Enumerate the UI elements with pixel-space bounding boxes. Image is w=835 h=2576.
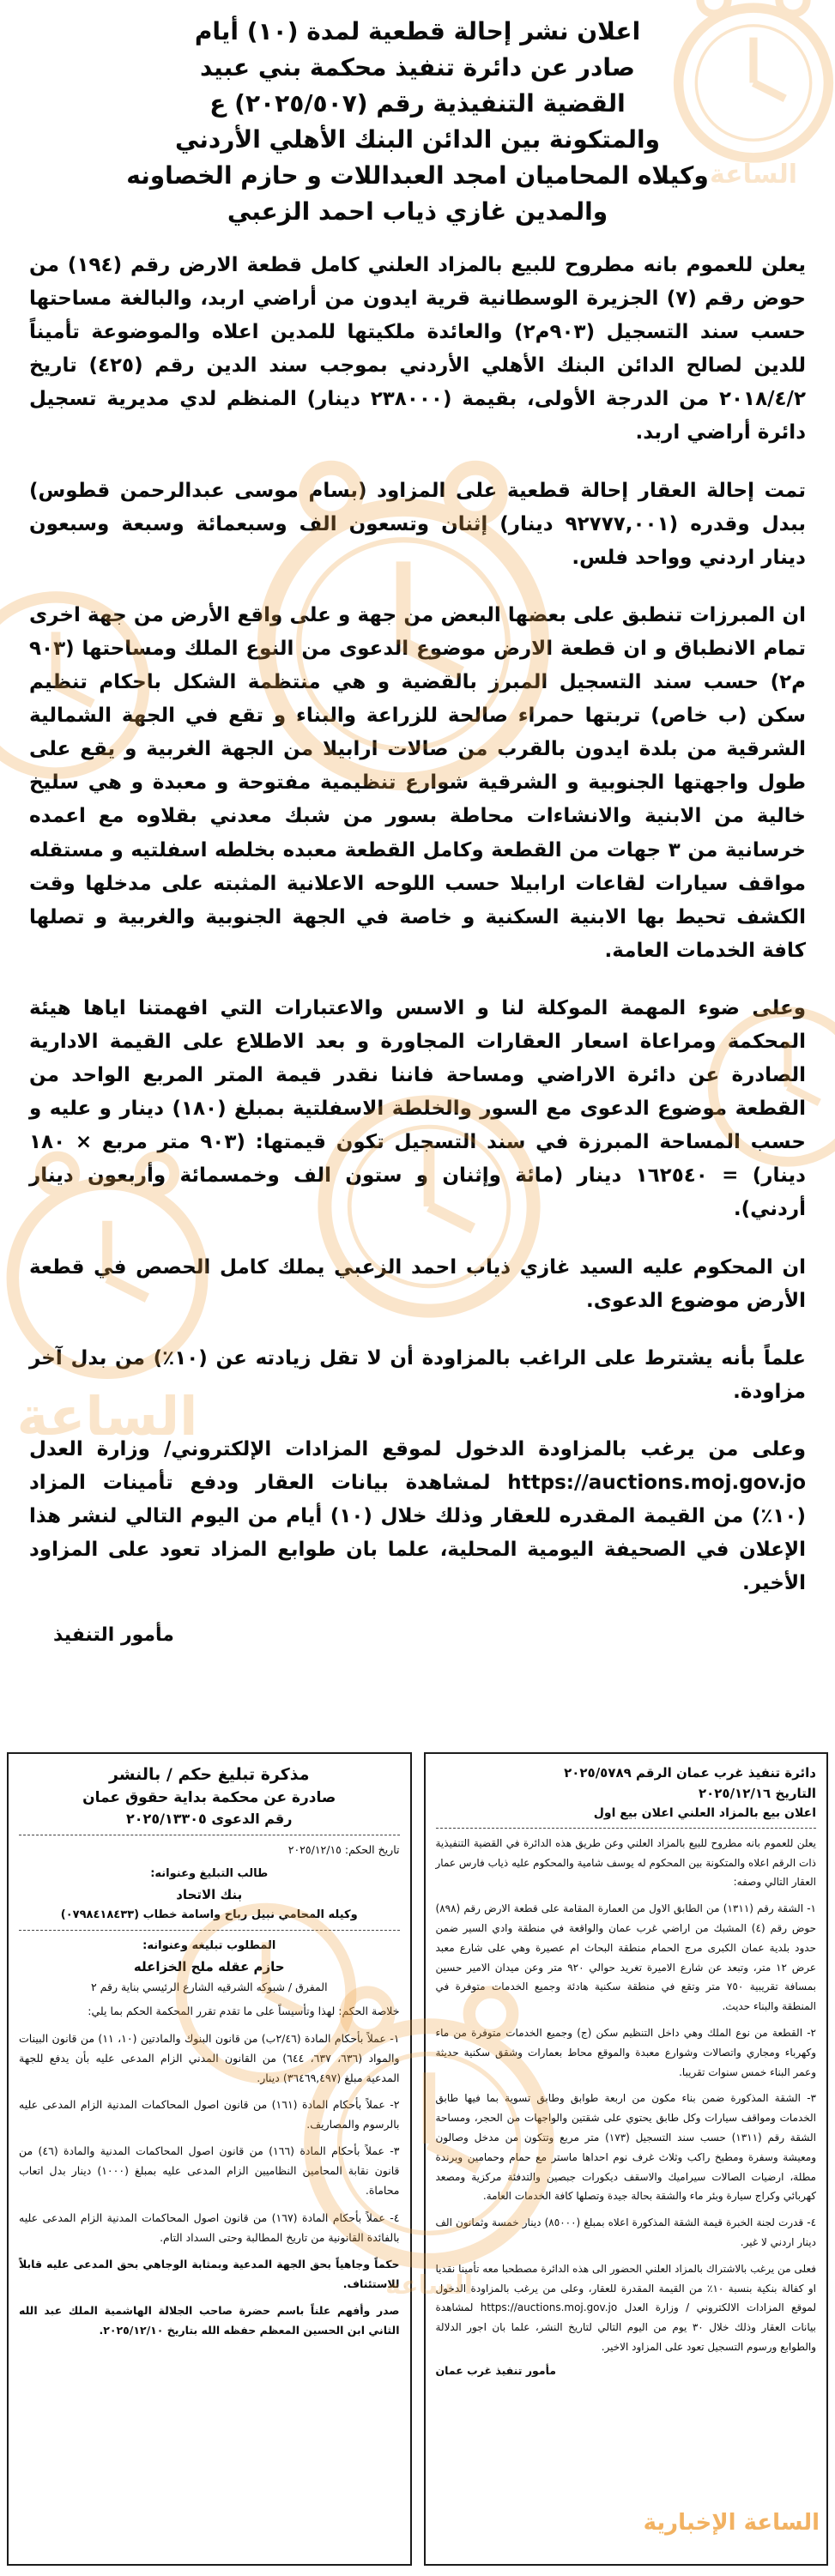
notified-label: المطلوب تبليغه وعنوانه: <box>142 1939 276 1953</box>
exec-notice-body <box>436 1834 817 2357</box>
notified-address: المفرق / شبوكه الشرقيه الشارع الرئيسي بناية رقم ٢ <box>90 1980 328 1994</box>
watermark-text: الساعة <box>16 1385 198 1448</box>
title-line: وكيلاه المحاميان امجد العبداللات و حازم الخصاونه <box>126 161 709 190</box>
judgment-notification-notice <box>7 1752 412 2566</box>
title-line: القضية التنفيذية رقم (٢٠٢٥/٥٠٧) ع <box>209 89 626 118</box>
west-amman-execution-notice <box>424 1752 829 2566</box>
judgment-issued: صدر وأفهم علناً باسم حضرة صاحب الجلالة الهاشمية الملك عبد الله الثاني ابن الحسين المعظم حفظه الله بتاريخ ٢٠٢٥/١٢/١٠. <box>19 2304 400 2337</box>
main-notice-title <box>29 14 806 230</box>
notice-paragraph-website <box>29 1433 806 1600</box>
auctions-site-link[interactable]: https://auctions.moj.gov.jo <box>480 2301 618 2314</box>
website-paragraph-before: وعلى من يرغب بالمزاودة الدخول لموقع المزادات الإلكتروني/ وزارة العدل <box>29 1437 806 1460</box>
judgment-date: تاريخ الحكم: ٢٠٢٥/١٢/١٥ <box>287 1843 400 1856</box>
exec-notice-date: التاريخ ٢٠٢٥/١٢/١٦ <box>698 1786 816 1801</box>
title-line: والمدين غازي ذياب احمد الزعبي <box>227 197 608 226</box>
title-line: اعلان نشر إحالة قطعية لمدة (١٠) أيام <box>194 17 641 45</box>
execution-officer-signature: مأمور التنفيذ <box>53 1624 174 1647</box>
requester-label: طالب التبليغ وعنوانه: <box>150 1867 269 1881</box>
judgment-item: ٢- عملاً بأحكام المادة (١٦١) من قانون اصول المحاكمات المدنية الزام المدعى عليه بالرسوم والمصاريف. <box>19 2097 400 2131</box>
judgment-case-number: رقم الدعوى ٢٠٢٥/١٣٣٠٥ <box>19 1809 400 1835</box>
exec-notice-number: دائرة تنفيذ غرب عمان الرقم ٢٠٢٥/٥٧٨٩ <box>564 1765 816 1781</box>
exec-officer-signature: مأمور تنفيذ غرب عمان <box>435 2363 557 2377</box>
exec-paragraph-item1: ١- الشقة رقم (١٣١١) من الطابق الاول من العمارة المقامة على قطعة الارض رقم (٨٩٨) حوض رقم (٤) المشبك من اراضي غرب عمان والواقعة في منطقة وادي السير ضمن حدود بلدية عمان الكبرى مرج الحمام منطقة البحاث ام عصيرة وهي على شارع معبد عرض ١٢ متر، وتبعد عن شارع الاميرة تغريد حوالي ٩٢٠ متر وعن ميدان الامير حسين بمسافة تقريبية ٧٥٠ متر وتقع في منطقة سكنية هادئة وجميع الخدمات متوفرة في المنطقة والبناء حديث. <box>435 1902 817 2013</box>
judgment-item: ٤- عملاً بأحكام المادة (١٦٧) من قانون اصول المحاكمات المدنية الزام المدعى عليه بالفائدة القانونية من تاريخ المطالبة وحتى السداد التام. <box>19 2210 400 2244</box>
notice-paragraph-referral: تمت إحالة العقار إحالة قطعية على المزاود (بسام موسى عبدالرحمن قطوس) ببدل وقدره (٩٢٧٧٧,٠٠١ دينار) إثنان وتسعون الف وسبعمائة وسبعة وسبعون دينار اردني وواحد فلس. <box>29 479 806 569</box>
exec-terms-after: لمشاهدة بيانات العقار وذلك خلال ٣٠ يوم من اليوم التالي لتاريخ النشر، علما بان اجور الدلالة والطوابع ورسوم التسجيل تعود على المزاود الاخير. <box>435 2301 816 2353</box>
notice-paragraph-bid-condition: علماً بأنه يشترط على الراغب بالمزاودة أن لا تقل زيادته عن (١٠٪) من بدل آخر مزاودة. <box>29 1346 806 1403</box>
notice-paragraph-valuation: وعلى ضوء المهمة الموكلة لنا و الاسس والاعتبارات التي افهمتنا اياها هيئة المحكمة ومراعاة اسعار العقارات المجاورة و بعد الاطلاع على القيمة الادارية الصادرة عن دائرة الاراضي ومساحة فاننا نقدر قيمة المتر المربع الواحد من القطعة موضوع الدعوى مع السور والخلطة الاسفلتية بمبلغ (١٨٠) دينار و عليه و حسب المساحة المبرزة في سند التسجيل تكون قيمتها: (٩٠٣ متر مربع × ١٨٠ دينار) = ١٦٢٥٤٠ دينار (مائة وإثنان و ستون الف وخمسمائة وأربعون دينار أردني). <box>29 996 807 1221</box>
notice-paragraph-auction: يعلن للعموم بانه مطروح للبيع بالمزاد العلني كامل قطعة الارض رقم (١٩٤) من حوض رقم (٧) الجزيرة الوسطانية قرية ايدون من أراضي اربد، والبالغة مساحتها حسب سند التسجيل (٩٠٣م٢) والعائدة ملكيتها للمدين اعلاه والموضوعة تأميناً للدين لصالح الدائن البنك الأهلي الأردني بموجب سند الدين رقم (٤٢٥) تاريخ ٢٠١٨/٤/٢ من الدرجة الأولى، بقيمة (٢٣٨٠٠٠ دينار) المنظم لدي مديرية تسجيل دائرة أراضي اربد. <box>29 254 806 444</box>
exec-paragraph-item4: ٤- قدرت لجنة الخبرة قيمة الشقة المذكورة اعلاه بمبلغ (٨٥٠٠٠) دينار خمسة وثمانون الف دينار اردني لا غير. <box>435 2216 817 2248</box>
judgment-summary-intro: خلاصة الحكم: لهذا وتأسيساً على ما تقدم تقرر المحكمة الحكم بما يلي: <box>88 2005 400 2018</box>
title-line: والمتكونة بين الدائن البنك الأهلي الأردني <box>175 125 660 154</box>
exec-notice-title: اعلان بيع بالمزاد العلني اعلان بيع اول <box>436 1804 817 1829</box>
exec-paragraph-item2: ٢- القطعة من نوع الملك وهي داخل التنظيم سكن (ج) وجميع الخدمات متوفرة من ماء وكهرباء ومجاري واتصالات وشوارع معبدة والموقع محاط بعمارات وشقق سكنية حديثة وعمر البناء خمس سنوات تقريبا. <box>435 2026 816 2078</box>
notice-paragraph-ownership: ان المحكوم عليه السيد غازي ذياب احمد الزعبي يملك كامل الحصص في قطعة الأرض موضوع الدعوى. <box>29 1255 806 1312</box>
judgment-notice-title: مذكرة تبليغ حكم / بالنشر <box>108 1765 310 1784</box>
exec-paragraph-intro: يعلن للعموم بانه مطروح للبيع بالمزاد العلني وعن طريق هذه الدائرة في القضية التنفيذية ذات الرقم اعلاه والمتكونة بين المحكوم له يوسف شامية والمحكوم عليه ذياب فارس عمار العقار التالي وصفه: <box>435 1836 816 1889</box>
exec-paragraph-terms <box>436 2259 817 2357</box>
notified-name: حازم عقله ملح الخزاعله <box>133 1958 285 1974</box>
judgment-item: ١- عملاً بأحكام المادة (٢/٤٦ب) من قانون البنوك والمادتين (١٠، ١١) من قانون البينات والمواد (٦٣٦، ٦٣٧، ٦٤٤) من القانون المدني الزام المدعى عليه بأن يدفع للجهة المدعية مبلغ (٣٦٤٦٩,٤٩٧) دينار. <box>19 2031 400 2084</box>
bottom-notices <box>7 1752 828 2566</box>
requester-agent: وكيله المحامي نبيل رباح واسامة خطاب (٠٧٩٨٤١٨٤٣٣) <box>19 1906 400 1931</box>
watermark-text: الساعة <box>709 160 798 190</box>
requester-name: بنك الاتحاد <box>176 1886 243 1902</box>
newspaper-brand-logo: الساعة الإخبارية <box>643 2510 820 2536</box>
auctions-site-link[interactable]: https://auctions.moj.gov.jo <box>507 1472 806 1494</box>
exec-terms-before: فعلى من يرغب بالاشتراك بالمزاد العلني الحضور الى هذه الدائرة مصطحبا معه تأمينا نقديا او كفالة بنكية بنسبة ١٠٪ من القيمة المقدرة للعقار، وعلى من يرغب بالمزاودة الدخول لموقع المزادات الالكتروني / وزارة العدل <box>435 2262 816 2314</box>
title-line: صادر عن دائرة تنفيذ محكمة بني عبيد <box>200 53 635 82</box>
judgment-summary <box>19 2001 400 2340</box>
judgment-closing: حكماً وجاهياً بحق الجهة المدعية وبمثابة الوجاهي بحق المدعى عليه قابلاً للاستئناف. <box>19 2257 400 2290</box>
notice-paragraph-description: ان المبرزات تنطبق على بعضها البعض من جهة و على واقع الأرض من جهة اخرى تمام الانطباق و ان قطعة الارض موضوع الدعوى من النوع الملك ومساحتها (٩٠٣ م٢) حسب سند التسجيل المبرز بالقضية و هي منتظمة الشكل باحكام تنظيم سكن (ب خاص) تربتها حمراء صالحة للزراعة والبناء و تقع في الجهة الشمالية الشرقية من بلدة ايدون بالقرب من صالات ارابيلا من الجهة الغربية و يقع على طول واجهتها الجنوبية و الشرقية شوارع تنظيمية مفتوحة و معبدة و هي سليخ خالية من الابنية والانشاءات محاطة بسور من شبك معدني بقلاوه مع اعمده خرسانية من ٣ جهات من القطعة وكامل القطعة معبده بخلطه اسفلتيه و مستقله مواقف سيارات لقاعات ارابيلا حسب اللوحه الاعلانية المثبته على مدخلها وقت الكشف تحيط بها الابنية السكنية و خاصة في الجهة الجنوبية والغربية و تصلها كافة الخدمات العامة. <box>29 603 806 962</box>
exec-paragraph-item3: ٣- الشقة المذكورة ضمن بناء مكون من اربعة طوابق وطابق تسوية بما فيها طابق الخدمات ومواقف سيارات وكل طابق يحتوي على شقتين والواجهات من الحجر، ومساحة الشقة رقم (١٣١١) حسب سند التسجيل (١٧٣) متر مربع وتتكون من مدخل وصالون ومعيشة وسفرة ومطبخ راكب وثلاث غرف نوم احداها ماستر مع حمام وحمامين وبرندة مطلة، ارضيات الصالات سيراميك والاسقف ديكورات جبصين والتدفئة مركزية ومصعد كهربائي وكراج سيارة وبئر ماء والشقة بحالة جيدة وتصلها كافة الخدمات العامة. <box>435 2092 816 2203</box>
judgment-item: ٣- عملاً بأحكام المادة (١٦٦) من قانون اصول المحاكمات المدنية والمادة (٤٦) من قانون نقابة المحامين النظاميين الزام المدعى عليه بمبلغ (١٠٠٠) دينار بدل اتعاب محاماة. <box>19 2144 400 2198</box>
judgment-notice-court: صادرة عن محكمة بداية حقوق عمان <box>82 1788 336 1806</box>
website-paragraph-after: لمشاهدة بيانات العقار ودفع تأمينات المزاد (١٠٪) من القيمة المقدره للعقار وذلك خلال (١٠) أيام من اليوم التالي لنشر هذا الإعلان في الصحيفة اليومية المحلية، علما بان طوابع المزاد تعود على المزاود الأخير. <box>29 1472 806 1595</box>
watermark-text: الساعة <box>384 2271 474 2301</box>
